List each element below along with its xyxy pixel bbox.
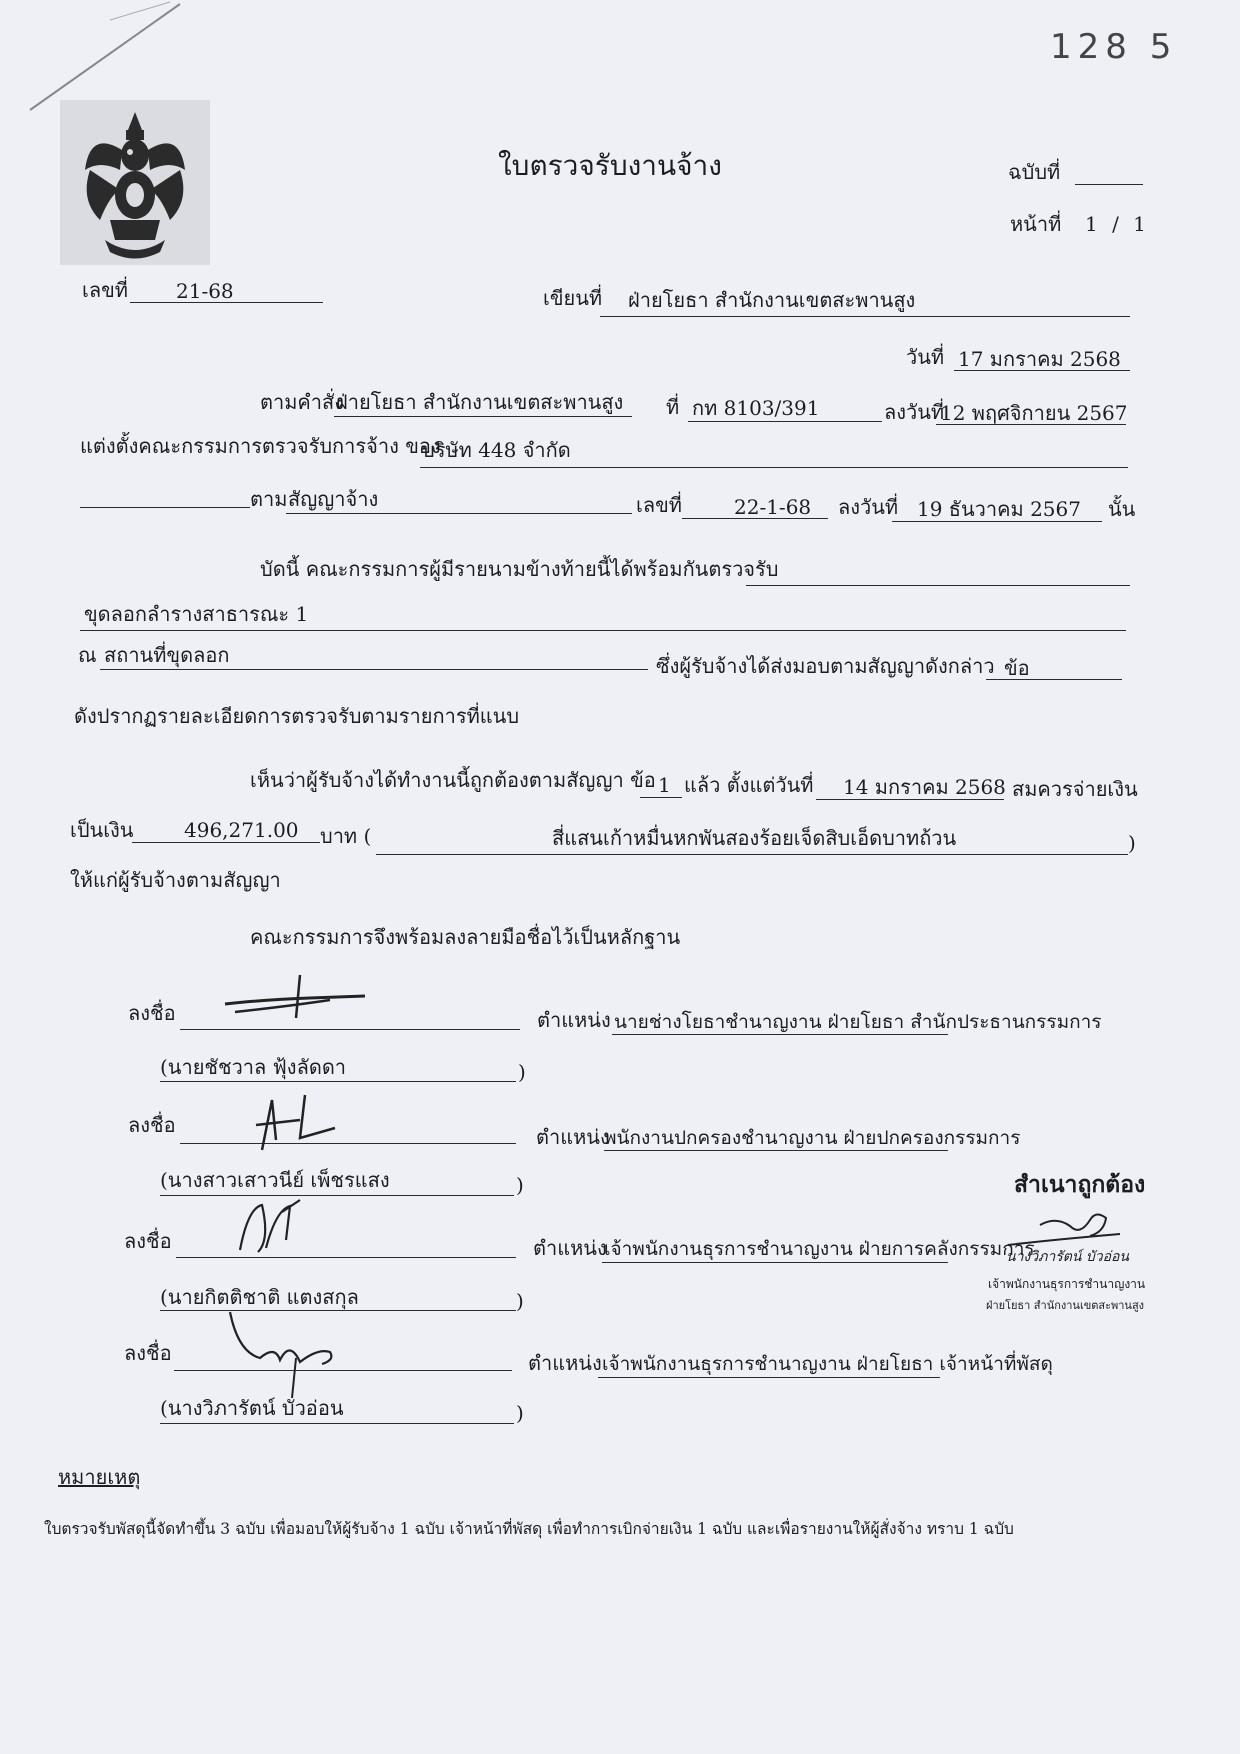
- position-line-1: [612, 1034, 948, 1035]
- name-4: (นางวิภารัตน์ บัวอ่อน: [160, 1396, 344, 1420]
- stamp-name: นางวิภารัตน์ บัวอ่อน: [1006, 1249, 1129, 1265]
- location-value: สถานที่ขุดลอก: [104, 643, 230, 667]
- order-no-value: กท 8103/391: [692, 396, 820, 420]
- amount-label: เป็นเงิน: [70, 818, 134, 842]
- name-3: (นายกิตติชาติ แตงสกุล: [160, 1285, 359, 1309]
- finding-prefix: เห็นว่าผู้รับจ้างได้ทำงานนี้ถูกต้องตามสัญญา ข้อ: [250, 768, 656, 792]
- position-label-1: ตำแหน่ง: [537, 1008, 611, 1032]
- committee-sign-text: คณะกรรมการจึงพร้อมลงลายมือชื่อไว้เป็นหลักฐาน: [250, 925, 681, 949]
- sign-line-3: [176, 1257, 516, 1258]
- document-title: ใบตรวจรับงานจ้าง: [498, 149, 722, 182]
- contract-no-label: เลขที่: [636, 493, 682, 517]
- name-line-2: [160, 1195, 514, 1196]
- should-pay-label: สมควรจ่ายเงิน: [1012, 777, 1138, 801]
- date-value: 17 มกราคม 2568: [958, 347, 1121, 371]
- position-line-2: [604, 1150, 948, 1151]
- order-issuer: ฝ่ายโยธา สำนักงานเขตสะพานสูง: [336, 390, 624, 414]
- amount-words: สี่แสนเก้าหมื่นหกพันสองร้อยเจ็ดสิบเอ็ดบาทถ้วน: [552, 826, 957, 850]
- position-line-3: [602, 1262, 948, 1263]
- order-date-label: ลงวันที่: [884, 400, 945, 424]
- doc-no-label: เลขที่: [82, 278, 128, 302]
- sign-label-2: ลงชื่อ: [128, 1113, 176, 1137]
- sign-label-1: ลงชื่อ: [128, 1001, 176, 1025]
- stamp-title: สำเนาถูกต้อง: [1014, 1172, 1146, 1198]
- garuda-emblem: [60, 100, 210, 265]
- contract-date-value: 19 ธันวาคม 2567: [917, 497, 1081, 521]
- position-3: เจ้าพนักงานธุรการชำนาญงาน ฝ่ายการคลังกรรมการ: [604, 1238, 1035, 1260]
- name-line-4: [160, 1423, 514, 1424]
- order-date-value: 12 พฤศจิกายน 2567: [940, 401, 1128, 425]
- stamp-position: เจ้าพนักงานธุรการชำนาญงาน: [988, 1277, 1146, 1291]
- inspection-intro-line: [746, 585, 1130, 586]
- baht-open: บาท (: [320, 824, 372, 848]
- position-label-2: ตำแหน่ง: [536, 1125, 610, 1149]
- certified-copy-stamp: [970, 1170, 1192, 1330]
- name-2: (นางสาวเสาวนีย์ เพ็ชรแสง: [160, 1168, 390, 1192]
- details-text: ดังปรากฏรายละเอียดการตรวจรับตามรายการที่แนบ: [74, 704, 520, 728]
- amount-line: [132, 842, 320, 843]
- work-description: ขุดลอกลำรางสาธารณะ 1: [84, 602, 309, 626]
- name-line-1: [160, 1081, 516, 1082]
- name-close-4: ): [516, 1401, 524, 1425]
- since-date-line: [816, 799, 1004, 800]
- remarks-label: หมายเหตุ: [58, 1465, 141, 1489]
- appoint-label: แต่งตั้งคณะกรรมการตรวจรับการจ้าง ของ: [80, 434, 441, 458]
- position-label-4: ตำแหน่ง: [528, 1351, 602, 1375]
- position-2: พนักงานปกครองชำนาญงาน ฝ่ายปกครองกรรมการ: [604, 1127, 1021, 1149]
- clause-value: ข้อ: [1004, 656, 1030, 680]
- amount-value: 496,271.00: [184, 818, 299, 842]
- position-line-4: [598, 1377, 940, 1378]
- written-at-label: เขียนที่: [543, 286, 603, 310]
- stamp-office: ฝ่ายโยธา สำนักงานเขตสะพานสูง: [986, 1299, 1145, 1312]
- position-label-3: ตำแหน่ง: [533, 1236, 607, 1260]
- order-no-line: [688, 421, 882, 422]
- clause-no: 1: [658, 773, 671, 797]
- order-prefix: ตามคำสั่ง: [260, 390, 344, 414]
- stamp-signature: [970, 1170, 971, 1171]
- page-label: หน้าที่: [1010, 212, 1062, 236]
- contract-lead-line: [80, 507, 250, 508]
- written-at-value: ฝ่ายโยธา สำนักงานเขตสะพานสูง: [628, 288, 916, 312]
- contract-date-line: [892, 521, 1102, 522]
- name-close-2: ): [516, 1173, 524, 1197]
- company-name: บริษัท 448 จำกัด: [422, 438, 571, 462]
- copy-no-label: ฉบับที่: [1008, 160, 1061, 184]
- contract-no-value: 22-1-68: [734, 495, 812, 519]
- contract-date-label: ลงวันที่: [838, 495, 899, 519]
- sign-line-2: [180, 1143, 516, 1144]
- order-issuer-line: [334, 416, 632, 417]
- order-no-label: ที่: [666, 395, 680, 419]
- name-close-3: ): [516, 1289, 524, 1313]
- date-label: วันที่: [906, 345, 945, 369]
- sign-label-4: ลงชื่อ: [124, 1341, 172, 1365]
- name-1: (นายชัชวาล ฟุ้งลัดดา: [160, 1055, 347, 1079]
- since-date: 14 มกราคม 2568: [843, 775, 1006, 799]
- location-line: [100, 669, 648, 670]
- contract-suffix: นั้น: [1108, 497, 1136, 521]
- company-line: [420, 467, 1128, 468]
- signature-4: [0, 0, 1, 1]
- sign-label-3: ลงชื่อ: [124, 1229, 172, 1253]
- name-close-1: ): [518, 1060, 526, 1084]
- contract-type-line: [286, 513, 632, 514]
- work-line: [80, 630, 1126, 631]
- delivered-label: ซึ่งผู้รับจ้างได้ส่งมอบตามสัญญาดังกล่าว: [656, 654, 995, 678]
- sign-line-1: [180, 1029, 520, 1030]
- remarks-text: ใบตรวจรับพัสดุนี้จัดทำขึ้น 3 ฉบับ เพื่อมอบให้ผู้รับจ้าง 1 ฉบับ เจ้าหน้าที่พัสดุ เพื่อทำการเบิกจ่ายเงิน 1 ฉบับ และเพื่อรายงานให้ผู้สั่งจ้าง ทราบ 1 ฉบับ: [44, 1520, 1014, 1538]
- name-line-3: [160, 1310, 516, 1311]
- position-4: เจ้าพนักงานธุรการชำนาญงาน ฝ่ายโยธา เจ้าหน้าที่พัสดุ: [602, 1353, 1053, 1375]
- since-label: แล้ว ตั้งแต่วันที่: [684, 773, 814, 797]
- inspection-intro: บัดนี้ คณะกรรมการผู้มีรายนามข้างท้ายนี้ได้พร้อมกันตรวจรับ: [260, 557, 779, 581]
- copy-no-line: [1075, 184, 1143, 185]
- page-value: 1 / 1: [1085, 212, 1150, 236]
- amount-words-line: [376, 854, 1128, 855]
- doc-no-value: 21-68: [176, 279, 234, 303]
- sign-line-4: [174, 1370, 512, 1371]
- contract-label: ตาม: [250, 487, 288, 511]
- clause-no-line: [640, 797, 682, 798]
- handwritten-page-numbers: 128 5: [1050, 27, 1178, 67]
- position-1: นายช่างโยธาชำนาญงาน ฝ่ายโยธา สำนักประธานกรรมการ: [614, 1011, 1102, 1033]
- to-contractor: ให้แก่ผู้รับจ้างตามสัญญา: [70, 868, 281, 892]
- written-at-line: [600, 316, 1130, 317]
- contract-type: สัญญาจ้าง: [288, 487, 379, 511]
- at-label: ณ: [78, 643, 97, 667]
- close-paren: ): [1128, 831, 1136, 855]
